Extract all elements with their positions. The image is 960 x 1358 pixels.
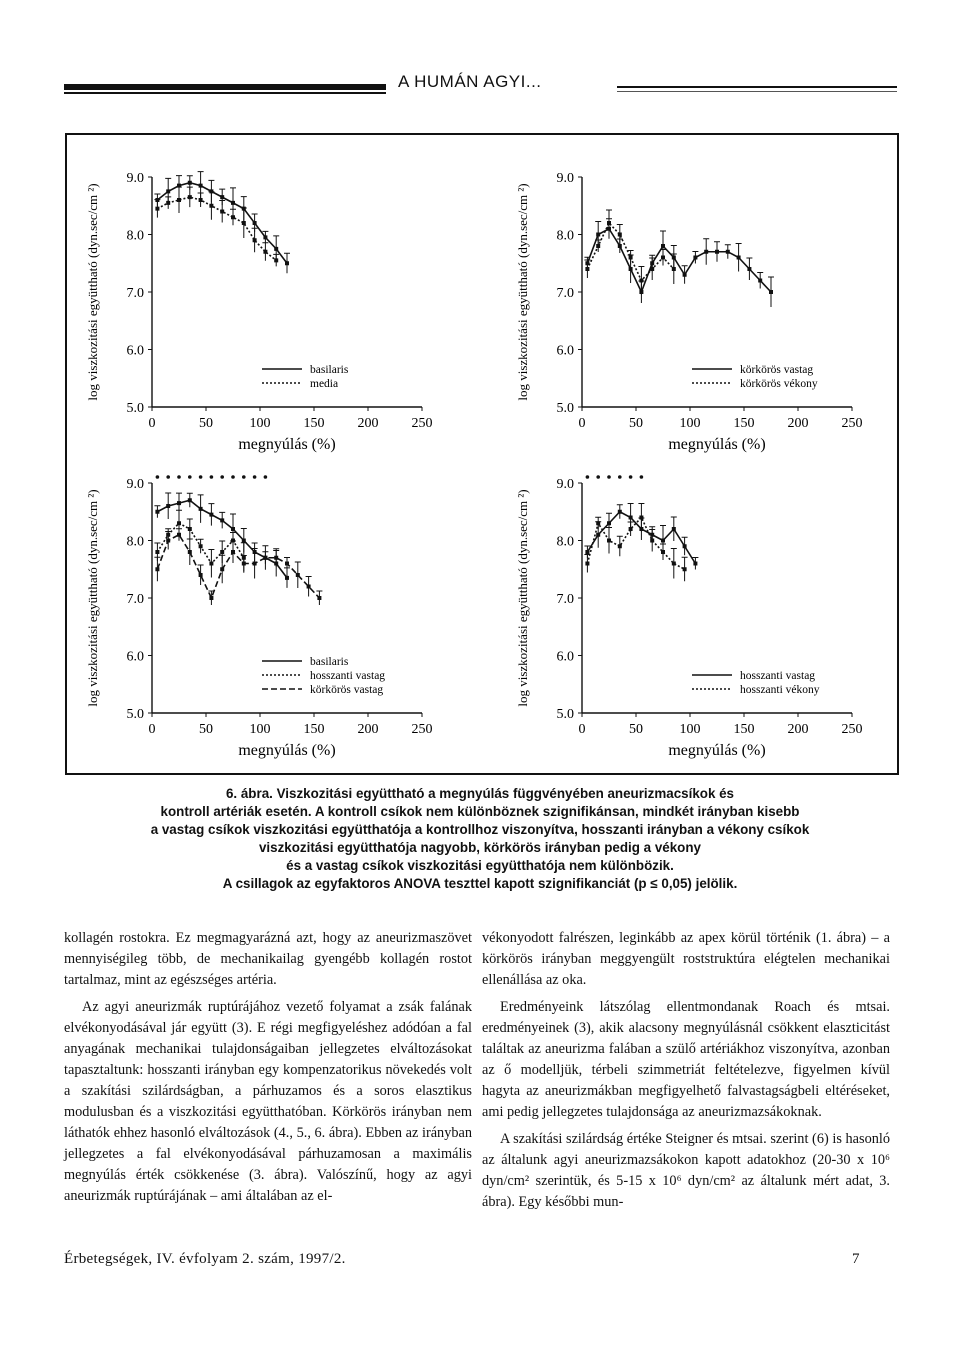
significance-star [177, 475, 181, 479]
y-tick-label: 6.0 [126, 343, 144, 359]
y-tick-label: 5.0 [556, 707, 574, 722]
x-tick-label: 50 [629, 722, 643, 737]
data-point [596, 521, 600, 525]
significance-star [210, 475, 214, 479]
y-tick-label: 8.0 [556, 228, 574, 244]
significance-star [618, 475, 622, 479]
data-point [242, 562, 246, 566]
significance-star [156, 475, 160, 479]
data-point [263, 235, 267, 239]
data-point [166, 539, 170, 543]
y-tick-label: 5.0 [556, 401, 574, 416]
data-point [188, 498, 192, 502]
data-point [177, 533, 181, 537]
data-point [199, 507, 203, 511]
legend-label: hosszanti vékony [740, 684, 820, 696]
data-point [693, 562, 697, 566]
data-point [672, 562, 676, 566]
data-point [155, 567, 159, 571]
data-point [166, 504, 170, 508]
data-point [693, 256, 697, 260]
journal-footer: Érbetegségek, IV. évfolyam 2. szám, 1997/2. [64, 1251, 346, 1267]
x-axis-label: megnyúlás (%) [668, 436, 766, 453]
chart-hosszanti [497, 463, 937, 783]
data-point [307, 585, 311, 589]
page-number: 7 [852, 1251, 860, 1267]
data-point [188, 527, 192, 531]
data-point [209, 562, 213, 566]
y-axis-label: log viszkozitási együttható (dyn.sec/cm ²) [515, 489, 530, 707]
x-tick-label: 200 [357, 722, 379, 737]
y-axis-label: log viszkozitási együttható (dyn.sec/cm ²) [85, 489, 100, 707]
data-point [629, 267, 633, 271]
data-point [177, 521, 181, 525]
x-tick-label: 150 [733, 722, 755, 737]
data-point [683, 273, 687, 277]
x-tick-label: 100 [679, 722, 701, 737]
data-point [672, 527, 676, 531]
data-point [661, 539, 665, 543]
data-point [629, 527, 633, 531]
data-point [209, 204, 213, 208]
legend-label: basilaris [310, 656, 349, 668]
y-tick-label: 9.0 [126, 477, 144, 492]
data-point [726, 250, 730, 254]
legend-label: körkörös vastag [740, 364, 814, 376]
data-point [231, 215, 235, 219]
legend-label: hosszanti vastag [740, 670, 816, 682]
y-tick-label: 6.0 [556, 649, 574, 665]
data-point [188, 181, 192, 185]
series-line [157, 535, 319, 598]
caption-line: a vastag csíkok viszkozitási együtthatója a kontrollhoz viszonyítva, hosszanti irányban a vékony csíkok [150, 822, 810, 837]
y-tick-label: 7.0 [126, 592, 144, 607]
data-point [231, 527, 235, 531]
data-point [199, 184, 203, 188]
data-point [242, 221, 246, 225]
data-point [253, 221, 257, 225]
data-point [607, 521, 611, 525]
data-point [285, 562, 289, 566]
body-column-left [64, 928, 472, 1213]
header-rule-right-thin [617, 91, 897, 92]
data-point [199, 544, 203, 548]
caption-line: A csillagok az egyfaktoros ANOVA teszttel kapott szignifikanciát (p ≤ 0,05) jelölik. [222, 876, 738, 891]
y-tick-label: 5.0 [126, 401, 144, 416]
x-tick-label: 0 [578, 722, 586, 737]
x-axis-label: megnyúlás (%) [238, 436, 336, 453]
paragraph: Az agyi aneurizmák ruptúrájához vezető folyamat a zsák falának elvékonyodásával jár együtt (3). E régi megfigyeléshez adódóan a fal anyagának mechanikai tulajdonságaiban jellegzetes elváltozásokat tapasztaltunk: hosszanti irányban egy kompenzatorikus növekedés volt a szakítási szilárdságban, a párhuzamos és a soros elasztikus modulusban és a viszkozitási együtthatóban. Körkörös irányban nem láthatók ehhez hasonló elváltozások (4., 5., 6. ábra). Ebben az irányban jellegzetes a fal elvékonyodásával párhuzamosan a maximális megnyúlás érték csökkenése (3. ábra). Valószínű, hogy az agyi aneurizmák ruptúrájának – ami általában az el- [64, 999, 472, 1204]
x-tick-label: 0 [148, 416, 156, 431]
data-point [285, 576, 289, 580]
x-tick-label: 200 [787, 416, 809, 431]
data-point [747, 267, 751, 271]
x-tick-label: 250 [411, 416, 433, 431]
data-point [639, 516, 643, 520]
data-point [758, 279, 762, 283]
data-point [585, 562, 589, 566]
data-point [155, 207, 159, 211]
x-tick-label: 200 [787, 722, 809, 737]
data-point [607, 221, 611, 225]
caption-line: viszkozitási együtthatója nagyobb, körkörös irányban pedig a vékony [258, 840, 701, 855]
data-point [263, 556, 267, 560]
data-point [209, 513, 213, 517]
header-rule-thick [64, 84, 386, 90]
data-point [220, 195, 224, 199]
y-axis-label: log viszkozitási együttható (dyn.sec/cm ²) [515, 183, 530, 401]
data-point [661, 550, 665, 554]
x-tick-label: 200 [357, 416, 379, 431]
data-point [704, 250, 708, 254]
body-column-right [482, 928, 890, 1219]
data-point [672, 267, 676, 271]
y-tick-label: 9.0 [556, 171, 574, 186]
x-tick-label: 0 [578, 416, 586, 431]
figure-caption [50, 785, 910, 893]
paragraph: vékonyodott falrészen, leginkább az apex körül történik (1. ábra) – a körkörös irányban meggyengült roststruktúra elégtelen mechanikai ellenállása az oka. [482, 930, 890, 988]
data-point [296, 573, 300, 577]
data-point [242, 539, 246, 543]
data-point [166, 201, 170, 205]
data-point [155, 510, 159, 514]
header-rule-thin [64, 92, 386, 94]
chart-basilaris-media [67, 157, 507, 477]
legend-label: basilaris [310, 364, 349, 376]
y-tick-label: 8.0 [556, 534, 574, 550]
x-tick-label: 100 [249, 722, 271, 737]
x-tick-label: 100 [679, 416, 701, 431]
y-tick-label: 6.0 [126, 649, 144, 665]
data-point [155, 550, 159, 554]
x-tick-label: 150 [303, 722, 325, 737]
legend-label: körkörös vékony [740, 378, 818, 390]
significance-star [188, 475, 192, 479]
paragraph: kollagén rostokra. Ez megmagyarázná azt, hogy az aneurizmaszövet mennyiségileg több, de mechanikailag gyengébb kollagén rostot tartalmaz, mint az egészséges artéria. [64, 930, 472, 988]
significance-star [231, 475, 235, 479]
significance-star [199, 475, 203, 479]
significance-star [586, 475, 590, 479]
data-point [177, 198, 181, 202]
data-point [253, 238, 257, 242]
data-point [285, 261, 289, 265]
data-point [274, 556, 278, 560]
data-point [231, 550, 235, 554]
running-header-title: A HUMÁN AGYI... [398, 72, 542, 91]
header-rule-right [617, 86, 897, 88]
x-tick-label: 100 [249, 416, 271, 431]
significance-star [242, 475, 246, 479]
data-point [209, 596, 213, 600]
series-line [587, 229, 771, 292]
legend-label: körkörös vastag [310, 684, 384, 696]
x-tick-label: 250 [411, 722, 433, 737]
data-point [629, 256, 633, 260]
significance-star [253, 475, 257, 479]
figure-6-box [65, 133, 899, 775]
data-point [661, 256, 665, 260]
data-point [737, 256, 741, 260]
data-point [166, 189, 170, 193]
x-tick-label: 250 [841, 416, 863, 431]
caption-line: és a vastag csíkok viszkozitási együtthatója nem különbözik. [286, 858, 674, 873]
data-point [220, 550, 224, 554]
data-point [585, 267, 589, 271]
data-point [199, 573, 203, 577]
y-tick-label: 9.0 [556, 477, 574, 492]
y-tick-label: 7.0 [556, 286, 574, 301]
data-point [596, 244, 600, 248]
data-point [650, 539, 654, 543]
data-point [188, 195, 192, 199]
significance-star [596, 475, 600, 479]
data-point [220, 567, 224, 571]
data-point [253, 562, 257, 566]
data-point [220, 518, 224, 522]
significance-star [629, 475, 633, 479]
data-point [639, 279, 643, 283]
data-point [177, 501, 181, 505]
caption-line: kontroll artériák esetén. A kontroll csíkok nem különböznek szignifikánsan, mindkét irányban kisebb [160, 804, 800, 819]
y-tick-label: 8.0 [126, 534, 144, 550]
y-axis-label: log viszkozitási együttható (dyn.sec/cm ²) [85, 183, 100, 401]
data-point [715, 250, 719, 254]
x-axis-label: megnyúlás (%) [238, 742, 336, 759]
significance-star [220, 475, 224, 479]
data-point [650, 267, 654, 271]
series-line [587, 518, 684, 570]
data-point [618, 510, 622, 514]
x-tick-label: 50 [199, 722, 213, 737]
y-tick-label: 8.0 [126, 228, 144, 244]
data-point [629, 516, 633, 520]
data-point [618, 233, 622, 237]
data-point [220, 210, 224, 214]
data-point [317, 596, 321, 600]
data-point [683, 567, 687, 571]
data-point [585, 550, 589, 554]
data-point [274, 258, 278, 262]
x-tick-label: 50 [199, 416, 213, 431]
data-point [769, 290, 773, 294]
paragraph: Eredményeink látszólag ellentmondanak Roach és mtsai. eredményeinek (3), akik alacsony megnyúlásnál csökkent elaszticitást találtak az aneurizma falában a szülő artériákhoz viszonyítva, azonban az ő modelljük, térbeli szimmetriát feltételezve, figyelmen kívül hagyta az aneurizmákban megfigyelhető falvastagságbeli eltéréseket, ami pedig jellegzetes tulajdonsága az aneurizmazsákoknak. [482, 999, 890, 1120]
y-tick-label: 7.0 [126, 286, 144, 301]
data-point [188, 550, 192, 554]
x-tick-label: 0 [148, 722, 156, 737]
data-point [618, 544, 622, 548]
data-point [683, 544, 687, 548]
x-tick-label: 150 [303, 416, 325, 431]
legend-label: hosszanti vastag [310, 670, 386, 682]
significance-star [640, 475, 644, 479]
data-point [274, 247, 278, 251]
caption-line: 6. ábra. Viszkozitási együttható a megnyúlás függvényében aneurizmacsíkok és [225, 786, 735, 801]
paragraph: A szakítási szilárdság értéke Steigner és mtsai. szerint (6) is hasonló az általunk agyi aneurizmazsákokon kapott adatokhoz (20-30 x 10⁶ dyn/cm² szerintük, és 5-15 x 10⁶ dyn/cm² az általunk mért adat, 3. ábra). Egy későbbi mun- [482, 1131, 890, 1210]
chart-basilaris-hosszanti-korkoros [67, 463, 507, 783]
data-point [596, 533, 600, 537]
data-point [263, 250, 267, 254]
x-tick-label: 50 [629, 416, 643, 431]
data-point [607, 539, 611, 543]
x-tick-label: 250 [841, 722, 863, 737]
data-point [596, 233, 600, 237]
legend-label: media [310, 378, 339, 390]
x-tick-label: 150 [733, 416, 755, 431]
chart-korkoros [497, 157, 937, 477]
y-tick-label: 9.0 [126, 171, 144, 186]
data-point [231, 201, 235, 205]
data-point [618, 244, 622, 248]
significance-star [607, 475, 611, 479]
x-axis-label: megnyúlás (%) [668, 742, 766, 759]
y-tick-label: 7.0 [556, 592, 574, 607]
y-tick-label: 6.0 [556, 343, 574, 359]
y-tick-label: 5.0 [126, 707, 144, 722]
significance-star [264, 475, 268, 479]
data-point [199, 198, 203, 202]
significance-star [166, 475, 170, 479]
data-point [661, 244, 665, 248]
